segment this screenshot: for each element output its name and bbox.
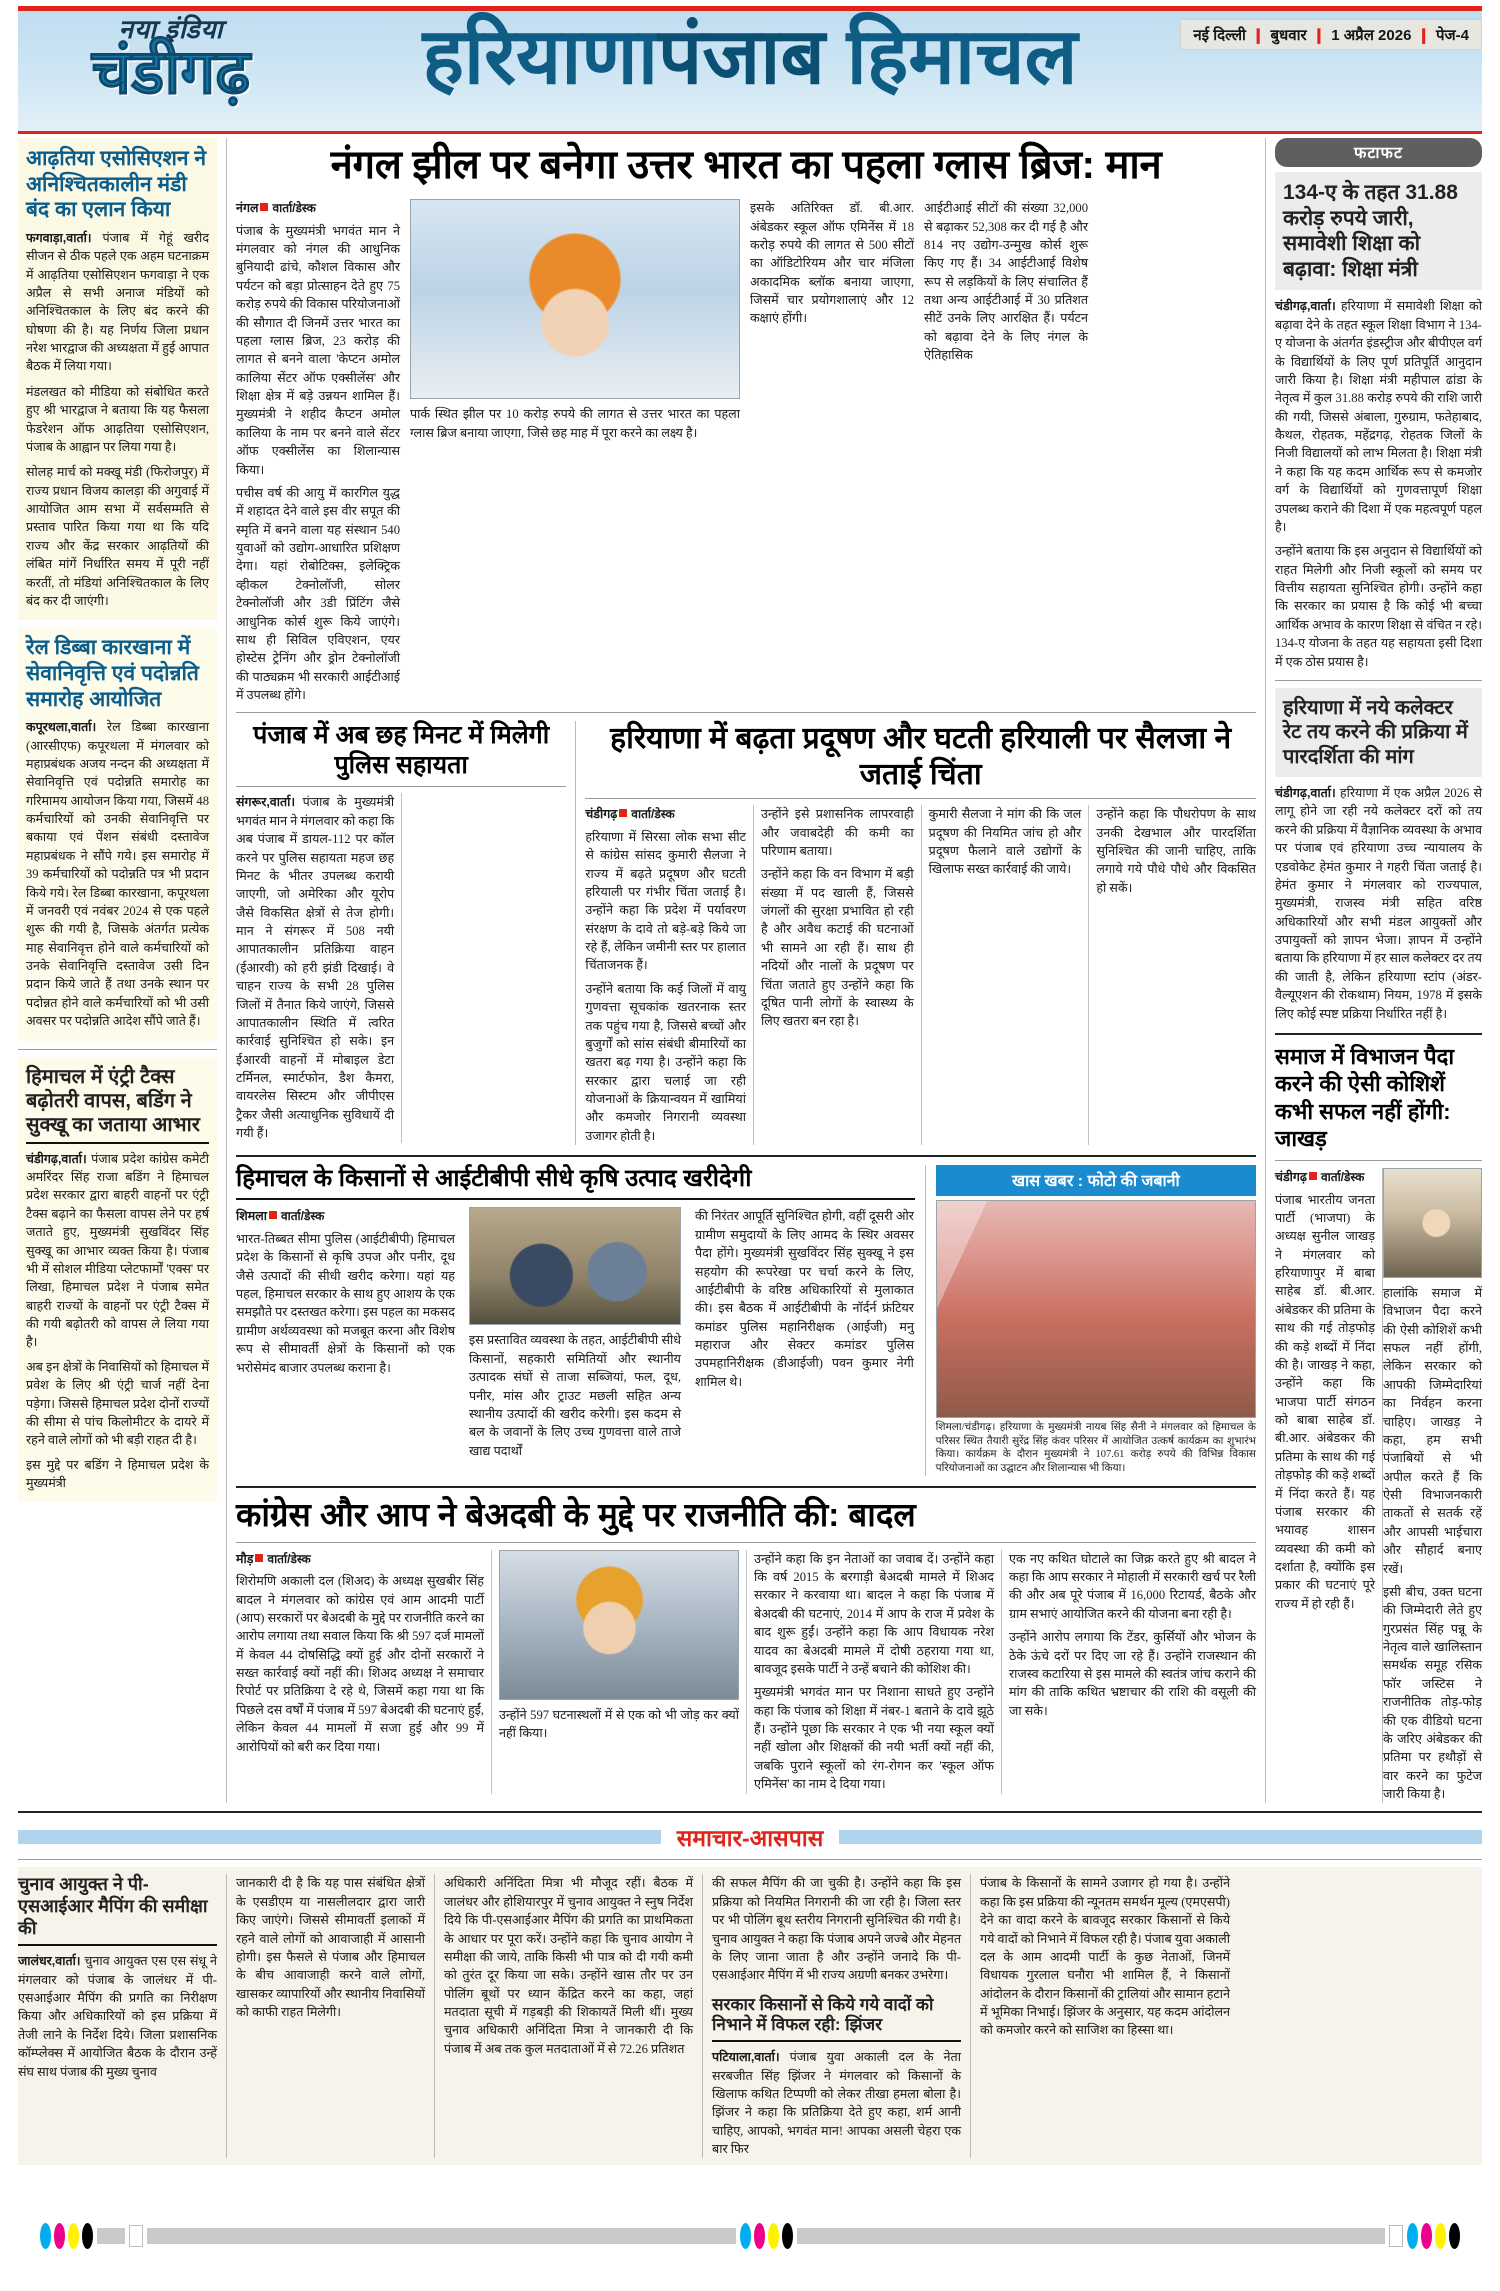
samachar-2-dateline: पटियाला,वार्ता। [712,2050,780,2065]
badal-p1: शिरोमणि अकाली दल (शिअद) के अध्यक्ष सुखबीर सिंह बादल ने मंगलवार को कांग्रेस एवं आम आदमी पार्टी (आप) सरकारों पर बेअदबी के मुद्दे पर राजनीति करने का आरोप लगाया तथा सवाल किया कि श्री 597 दर्ज मामलों में केवल 44 दोषसिद्धि क्यों हुई और दोनों सरकारों ने सख्त कार्रवाई क्यों नहीं की। शिअद अध्यक्ष ने समाचार रिपोर्ट पर प्रतिक्रिया दे रहे थे, जिसमें कहा गया था कि पिछले दस वर्षों में पंजाब में 597 बेअदबी की घटनाएं हुईं, लेकिन केवल 44 मामलों में सजा हुई और 99 में आरोपियों को बरी कर दिया गया। [236,1574,484,1754]
right-story-1 [1275,172,1482,290]
dateline-day: बुधवार [1270,27,1307,44]
sub2-source: वार्ता/डेस्क [631,807,675,822]
badal-p6: उन्होंने आरोप लगाया कि टेंडर, कुर्सियों और भोजन के ठेके ऊंचे दरों पर दिए जा रहे हैं। उन्होंने राजस्थान की राजस्व कटारिया से इस मामले की स्वतंत्र जांच कराने की मांग की ताकि कथित भ्रष्टाचार की राशि की वसूली की जा सके। [1009,1630,1256,1718]
photo-feature-block [925,1165,1256,1476]
lead-dateline: नंगल [236,201,259,216]
reg-dot-cyan-2 [740,2223,751,2249]
lead-photo-block [410,199,740,704]
reg-dot-yellow-2 [768,2223,779,2249]
left-story-3-headline: हिमाचल में एंट्री टैक्स बढ़ोतरी वापस, बडिंग ने सुक्खू का जताया आभार [26,1065,209,1144]
samachar-1-headline: चुनाव आयुक्त ने पी-एसआईआर मैपिंग की समीक्षा की [18,1874,217,1946]
right-photo-sunil-jakhar [1383,1168,1482,1278]
hp-p2: इस प्रस्तावित व्यवस्था के तहत, आईटीबीपी सीधे किसानों, सहकारी समितियों और स्थानीय उत्पादक संघों से ताजा सब्जियां, फल, दूध, पनीर, मांस और ट्राउट मछली सहित अन्य स्थानीय उत्पादों की खरीद करेगी। इस कदम से बल के जवानों के लिए उच्च गुणवत्ता वाले ताजे खाद्य पदार्थों [468,1333,681,1458]
lead-p3: पार्क स्थित झील पर 10 करोड़ रुपये की लागत से उत्तर भारत का पहला ग्लास ब्रिज बनाया जाएगा, जिसे छह माह में पूरा करने का लक्ष्य है। [410,407,740,440]
right-story-1-p1: हरियाणा में समावेशी शिक्षा को बढ़ावा देने के तहत स्कूल शिक्षा विभाग ने 134-ए योजना के अंतर्गत इंडस्ट्रीज और बीपीएल वर्ग के विद्यार्थियों के लिए पूर्ण प्रतिपूर्ति आनुदान जारी किया है। शिक्षा मंत्री महीपाल ढांडा के नेतृत्व में कुल 31.88 करोड़ रुपये की राशि जारी की गयी, जिससे अंबाला, गुरुग्राम, फतेहाबाद, कैथल, रोहतक, महेंद्रगढ़, रोहतक जिलों के निजी विद्यालयों को लाभ मिलता है। शिक्षा मंत्री ने कहा कि यह कदम आर्थिक रूप से कमजोर वर्ग के विद्यार्थियों को गुणवत्तापूर्ण शिक्षा उपलब्ध कराने की दिशा में एक महत्वपूर्ण पहल है। [1275,299,1482,534]
samachar-col-3-text: अधिकारी अनिंदिता मित्रा भी मौजूद रहीं। बैठक में जालंधर और होशियारपुर में चुनाव आयुक्त ने स्नुष निर्देश दिये कि पी-एसआईआर मैपिंग की प्रगति का प्राथमिकता के आधार पर पूरा करें। उन्होंने कहा कि चुनाव आयोग ने समीक्षा की जाये, ताकि किसी भी पात्र को दी गयी कमी को तुरंत दूर किया जा सके। उन्होंने खास तौर पर उन पोलिंग बूथों पर ध्यान केंद्रित करने का कहा, जहां मतदाता सूची में गड़बड़ी की शिकायतें मिली थीं। मुख्य चुनाव अधिकारी अनिंदिता मित्रा ने जानकारी दी कि पंजाब में अब तक कुल मतदाताओं में से 72.26 प्रतिशत [444,1876,693,2056]
photo-feature-image [936,1200,1256,1418]
hp-dateline: शिमला [236,1209,267,1224]
samachar-col-4-text: की सफल मैपिंग की जा चुकी है। उन्होंने कहा कि इस प्रक्रिया को नियमित निगरानी की जा रही है। जिला स्तर पर भी पोलिंग बूथ स्तरीय निगरानी सुनिश्चित की गयी है। चुनाव आयुक्त ने कहा कि पंजाब अपने जज्बे और मेहनत के लिए जाना जाता है और उन्होंने जनादे कि पी-एसआईआर मैपिंग में भी राज्य अग्रणी बनकर उभरेगा। [712,1876,961,1983]
right-story-2-p1: हरियाणा में एक अप्रैल 2026 से लागू होने जा रही नये कलेक्टर दरों को तय करने की प्रक्रिया में वैज्ञानिक व्यवस्था के अभाव पर पंजाब एवं हरियाणा उच्च न्यायालय के एडवोकेट हेमंत कुमार ने गहरी चिंता जताई है। हेमंत कुमार ने मंगलवार को राज्यपाल, मुख्यमंत्री, राजस्व मंत्री सहित वरिष्ठ अधिकारियों और सभी मंडल आयुक्तों और उपायुक्तों को ज्ञापन भेजा। ज्ञापन में उन्होंने बताया कि हरियाणा में हर साल कलेक्टर दर तय की जाती है, लेकिन हरियाणा स्टांप (अंडर-वैल्यूएशन की रोकथाम) नियम, 1978 में इसके लिए कोई स्पष्ट प्रक्रिया निर्धारित नहीं है। [1275,786,1482,1021]
left-story-2-body [26,718,209,1030]
samachar-1-dateline: जालंधर,वार्ता। [18,1954,81,1969]
left-story-1-p3: सोलह मार्च को मक्खू मंडी (फिरोजपुर) में राज्य प्रधान विजय कालड़ा की अगुवाई में आयोजित आम सभा में सर्वसम्मति से प्रस्ताव पारित किया गया था कि यदि राज्य और केंद्र सरकार आढ़तियों की लंबित मांगें निर्धारित समय में पूरी नहीं करतीं, तो मंडियां अनिश्चितकाल के लिए बंद कर दी जाएंगी। [26,465,209,608]
hp-itbp-story [236,1165,925,1476]
dateline-date: 1 अप्रैल 2026 [1331,27,1412,44]
sub1-headline: पंजाब में अब छह मिनट में मिलेगी पुलिस सहायता [253,721,550,779]
sub2-p5: कुमारी सैलजा ने मांग की कि जल प्रदूषण की नियमित जांच हो और प्रदूषण फैलाने वाले उद्योगों के खिलाफ सख्त कार्रवाई की जाये। [928,807,1082,877]
left-story-2-dateline: कपूरथला,वार्ता। [26,720,97,735]
lead-col-3 [750,199,914,704]
samachar-2-body: पंजाब युवा अकाली दल के नेता सरबजीत सिंह झिंजर ने मंगलवार को किसानों के खिलाफ कथित टिप्पणी को लेकर तीखा हमला बोला है। झिंजर ने कहा कि प्रतिक्रिया देते हुए कहा, शर्म आनी चाहिए, आपको, भगवंत मान! आपका असली चेहरा एक बार फिर [712,2050,961,2157]
reg-dot-magenta [54,2223,65,2249]
samachar-col-4 [702,1874,970,2158]
badal-dateline-square-icon [255,1554,263,1562]
left-story-3 [18,1057,217,1503]
samachar-title: समाचार-आसपास [676,1825,824,1852]
badal-p5: एक नए कथित घोटाले का जिक्र करते हुए श्री बादल ने कहा कि आप सरकार ने मोहाली में सरकारी खर्च पर रैली की और अब पूरे पंजाब में 16,000 रिटायर्ड, बैठके और ग्राम सभाएं आयोजित करने की योजना बना रही है। [1009,1551,1256,1621]
masthead [18,11,1482,131]
badal-source: वार्ता/डेस्क [267,1551,311,1566]
samachar-item-1 [18,1874,226,2158]
right-story-1-p2: उन्होंने बताया कि इस अनुदान से विद्यार्थियों को राहत मिलेगी और निजी स्कूलों को समय पर वित्तीय सहायता सुनिश्चित होगी। उन्होंने कहा कि सरकार का प्रयास है कि कोई भी बच्चा आर्थिक अभाव के कारण शिक्षा से वंचित न रहे। 134-ए योजना के तहत यह सहायता इसी दिशा में एक ठोस प्रयास है। [1275,544,1482,669]
left-story-1-headline: आढ़तिया एसोसिएशन ने अनिश्चितकालीन मंडी बंद का एलान किया [26,147,207,222]
reg-dots-left [40,2223,93,2249]
left-story-2-p1: रेल डिब्बा कारखाना (आरसीएफ) कपूरथला में मंगलवार को महाप्रबंधक अजय नन्दन की अध्यक्षता में सेवानिवृत्ति एवं पदोन्नति समारोह का गरिमामय आयोजन किया गया, जिसमें 48 कर्मचारियों को उनकी सेवानिवृत्ति पर बकाया एवं पेंशन संबंधी दस्तावेज महाप्रबंधक ने सौंपे गये। इस समारोह में 39 कर्मचारियों को पदोन्नति पत्र भी प्रदान किये गये। रेल डिब्बा कारखाना, कपूरथला में जनवरी एवं नवंबर 2024 से एक पहले शुरू की गयी है, जिसके अंतर्गत प्रत्येक माह सेवानिवृत्त होने वाले कर्मचारियों को उनके सेवानिवृत्ति दस्तावेज उसी दिन प्रदान किये जाते हैं तथा उनके स्थान पर पदोन्नत होने वाले कर्मचारियों को भी उसी अवसर पर पदोन्नति आदेश सौंपे जाते हैं। [26,720,209,1029]
sub2-p1: हरियाणा में सिरसा लोक सभा सीट से कांग्रेस सांसद कुमारी सैलजा ने राज्य में बढ़ते प्रदूषण और घटती हरियाली पर गंभीर चिंता जताई है। उन्होंने कहा कि प्रदेश में पर्यावरण संरक्षण के दावे तो बड़े-बड़े किये जा रहे हैं, लेकिन जमीनी स्तर पर हालात चिंताजनक हैं। [585,829,746,973]
sub2-headline: हरियाणा में बढ़ता प्रदूषण और घटती हरियाली पर सैलजा ने जताई चिंता [610,722,1232,791]
brand-small-label: नया इंडिया [118,14,224,44]
right-story-3-source: वार्ता/डेस्क [1320,1169,1365,1184]
samachar-col-3 [434,1874,702,2158]
hp-dateline-square-icon [269,1211,277,1219]
left-story-1-dateline: फगवाड़ा,वार्ता। [26,230,92,245]
right-story-3-p3: इसी बीच, उक्त घटना की जिम्मेदारी लेते हुए गुरप्रसंत सिंह पन्नू के नेतृत्व वाले खालिस्तान समर्थक समूह रसिक फॉर जस्टिस ने राजनीतिक तोड़-फोड़ की एक वीडियो घटना के जरिए अंबेडकर की प्रतिमा पर हथौड़ों से वार करने का फुटेज जारी किया है। [1382,1584,1482,1802]
lead-p5: आईटीआई सीटों की संख्या 32,000 से बढ़ाकर 52,308 कर दी गई है और 814 नए उद्योग-उन्मुख कोर्स शुरू किए गए हैं। 34 आईटीआई विशेष रूप से लड़कियों के लिए संचालित हैं तथा अन्य आईटीआई में 30 प्रतिशत सीटें उनके लिए आरक्षित हैं। पर्यटन को बढ़ावा देने के लिए नंगल के ऐतिहासिक [924,201,1088,363]
lead-p4: इसके अतिरिक्त डॉ. बी.आर. अंबेडकर स्कूल ऑफ एमिनेंस में 18 करोड़ रुपये की लागत से 500 सीटों का ऑडिटोरियम और चार मंजिला अकादमिक ब्लॉक बनाया जाएगा, जिसमें चार प्रयोगशालाएं और 12 कक्षाएं होंगी। [750,201,914,326]
samachar-col-5 [970,1874,1230,2158]
hp-p1: भारत-तिब्बत सीमा पुलिस (आईटीबीपी) हिमाचल प्रदेश के किसानों से कृषि उपज और पनीर, दूध जैसे उत्पादों की सीधी खरीद करेगा। यहां यह पहल, हिमाचल सरकार के साथ हुए आशय के एक समझौते पर दस्तखत करेगा। इस पहल का मकसद ग्रामीण अर्थव्यवस्था को मजबूत करना और विशेष रूप से सीमावर्ती क्षेत्रों के किसानों को एक भरोसेमंद बाजार उपलब्ध कराना है। [236,1231,455,1375]
left-column [18,138,226,1803]
reg-dot-black-3 [1449,2223,1460,2249]
left-story-1 [18,138,217,620]
sub2-p4: उन्होंने कहा कि वन विभाग में बड़ी संख्या में पद खाली हैं, जिससे जंगलों की सुरक्षा प्रभावित हो रही है और अवैध कटाई की घटनाओं भी सामने आ रही हैं। साथ ही नदियों और नालों के प्रदूषण पर चिंता जताते हुए उन्होंने कहा कि दूषित पानी लोगों के स्वास्थ्य के लिए खतरा बन रहा है। [761,867,914,1029]
sub2-p3: उन्होंने इसे प्रशासनिक लापरवाही और जवाबदेही की कमी का परिणाम बताया। [761,807,914,858]
reg-dot-cyan [40,2223,51,2249]
badal-story [236,1496,1256,1794]
flash-pill-label: फटाफट [1275,138,1482,167]
sub2-dateline: चंडीगढ़ [585,807,618,822]
reg-tiny-box-left [129,2225,143,2247]
sub-story-pollution [575,721,1256,1145]
lead-headline: नंगल झील पर बनेगा उत्तर भारत का पहला ग्लास ब्रिज: मान [330,143,1162,187]
right-story-2-dateline: चंडीगढ़,वार्ता। [1275,786,1336,801]
left-story-2 [18,627,217,1040]
hp-photo-itbp-officers [469,1207,681,1325]
left-story-2-headline: रेल डिब्बा कारखाना में सेवानिवृत्ति एवं पदोन्नति समारोह आयोजित [26,636,199,711]
right-story-2-body [1275,784,1482,1023]
reg-dot-yellow-3 [1435,2223,1446,2249]
dateline-square-icon [260,203,268,211]
edition-city-label: चंडीगढ़ [91,37,251,107]
dateline-sep-1: ❙ [1251,27,1265,44]
masthead-bottom-rule [18,131,1482,134]
samachar-band-right [839,1830,1482,1844]
reg-dot-yellow [68,2223,79,2249]
dateline-sep-3: ❙ [1417,27,1430,44]
sub1-p1: पंजाब के मुख्यमंत्री भगवंत मान ने मंगलवार को कहा कि अब पंजाब में डायल-112 पर कॉल करने पर पुलिस सहायता महज छह मिनट के भीतर उपलब्ध करायी जाएगी, जो अमेरिका और यूरोप जैसे विकसित क्षेत्रों से तेज होगी। मान ने संगरूर में 508 नयी आपातकालीन प्रतिक्रिया वाहन (ईआरवी) को हरी झंडी दिखाई। वे चाहन राज्य के सभी 28 पुलिस जिलों में तैनात किये जाएंगे, जिससे आपातकालीन स्थिति में त्वरित कार्रवाई सुनिश्चित हो सके। इन ईआरवी वाहनों में मोबाइल डेटा टर्मिनल, स्मार्टफोन, डैश कैमरा, वायरलेस सिस्टम और जीपीएस ट्रैकर जैसी अत्याधुनिक सुविधायें दी गयी हैं। [236,795,395,1141]
samachar-col-2-text: जानकारी दी है कि यह पास संबंधित क्षेत्रों के एसडीएम या नासलीलदार द्वारा जारी किए जाएंगे। जिससे सीमावर्ती इलाकों में रहने वाले लोगों को आवाजाही में आसानी होगी। इस फैसले से पंजाब और हिमाचल के बीच आवाजाही करने वाले लोगों, खासकर व्यापारियों और स्थानीय निवासियों को काफी राहत मिलेगी। [236,1876,425,2020]
samachar-1-body: चुनाव आयुक्त एस एस संधू ने मंगलवार को पंजाब के जालंधर में पी-एसआईआर मैपिंग की प्रगति का निरीक्षण किया और अधिकारियों को इस प्रक्रिया में तेजी लाने के निर्देश दिये। जिला प्रशासनिक कॉम्प्लेक्स में आयोजित बैठक के दौरान उन्हें संघ साथ पंजाब की मुख्य चुनाव [18,1954,217,2079]
hp-story-headline: हिमाचल के किसानों से आईटीबीपी सीधे कृषि उत्पाद खरीदेगी [236,1165,915,1200]
badal-p3: उन्होंने कहा कि इन नेताओं का जवाब दें। उन्होंने कहा कि वर्ष 2015 के बरगाड़ी बेअदबी मामले में शिअद सरकार ने करवाया था। बादल ने कहा कि पंजाब में बेअदबी की घटनाएं, 2014 में आप के राज में प्रवेश के बाद शुरू हुईं। उन्होंने कहा कि आप विधायक नरेश यादव का बेअदबी मामले में दोषी ठहराया गया था, बावजूद इसके पार्टी ने उन्हें बचाने की कोशिश की। [754,1551,994,1676]
left-story-3-p3: इस मुद्दे पर बडिंग ने हिमाचल प्रदेश के मुख्यमंत्री [26,1457,209,1491]
left-story-1-p2: मंडलखत को मीडिया को संबोधित करते हुए श्री भारद्वाज ने बताया कि यह फैसला फेडरेशन ऑफ आढ़तिया एसोसिएशन, पंजाब के आह्वान पर लिया गया है। [26,384,209,454]
masthead-title-part1: हरियाणा [422,12,659,100]
badal-dateline: मौड़ [236,1551,254,1566]
right-story-3-p2: हालांकि समाज में विभाजन पैदा करने की ऐसी कोशिशें कभी सफल नहीं होंगी, लेकिन सरकार को आपकी जिम्मेदारियां का निर्वहन करना चाहिए। जाखड़ ने कहा, हम सभी पंजाबियों से भी अपील करते हैं कि ऐसी विभाजनकारी ताकतों से सतर्क रहें और आपसी भाईचारा और सौहार्द बनाए रखें। [1382,1285,1482,1576]
masthead-brand [26,14,316,107]
right-story-2 [1275,688,1482,777]
main-content-grid [18,138,1482,1803]
lead-p2: पचीस वर्ष की आयु में कारगिल युद्ध में शहादत देने वाले इस वीर सपूत की स्मृति में बनने वाला यह संस्थान 540 युवाओं को उद्योग-आधारित प्रशिक्षण देगा। यहां रोबोटिक्स, इलेक्ट्रिक व्हीकल टेक्नोलॉजी, सोलर टेक्नोलॉजी और 3डी प्रिंटिंग जैसे आधुनिक कोर्स शुरू किये जाएंगे। साथ ही सिविल एविएशन, एयर होस्टेस ट्रेनिंग और ड्रोन टेक्नोलॉजी की पाठ्यक्रम भी सरकारी आईटीआई में उपलब्ध होंगे। [236,485,400,703]
right-story-3-dateline: चंडीगढ़ [1275,1169,1307,1184]
right-story-3-square-icon [1309,1172,1317,1180]
sub2-p6: उन्होंने कहा कि पौधरोपण के साथ उनकी देखभाल और पारदर्शिता सुनिश्चित की जानी चाहिए, ताकि लगाये गये पौधे पौधे और विकसित हो सकें। [1096,807,1256,895]
reg-grey-block [97,2228,125,2244]
photo-feature-caption: शिमला/चंडीगढ़। हरियाणा के मुख्यमंत्री नायब सिंह सैनी ने मंगलवार को हिमाचल के परिसर स्थित तैयारी सुरेंद्र सिंह कंवर परिसर में आयोजित उत्कर्ष कार्यक्रम का शुभारंभ किया। कार्यक्रम के दौरान मुख्यमंत्री ने 107.61 करोड़ रुपये की विभिन्न विकास परियोजनाओं का उद्घाटन और शिलान्यास भी किया। [935,1422,1256,1475]
reg-tiny-box-right [1389,2225,1403,2247]
reg-strip-2 [797,2228,1386,2244]
lead-p1: पंजाब के मुख्यमंत्री भगवंत मान ने मंगलवार को नंगल की आधुनिक बुनियादी ढांचे, कौशल विकास और पर्यटन को बड़ा प्रोत्साहन देते हुए 75 करोड़ रुपये की विकास परियोजनाओं की सौगात दी जिनमें उत्तर भारत का पहला ग्लास ब्रिज, 23 करोड़ की लागत से बनने वाला 'केप्टन अमोल कालिया सेंटर ऑफ एक्सीलेंस' और शिक्षा क्षेत्र में बड़े उन्नयन शामिल हैं। मुख्यमंत्री ने शहीद कैप्टन अमोल कालिया के नाम पर बनने वाले सेंटर ऑफ एक्सीलेंस का शिलान्यास किया। [236,223,400,477]
hp-p3: की निरंतर आपूर्ति सुनिश्चित होगी, वहीं दूसरी ओर ग्रामीण समुदायों के लिए आमद के स्थिर अवसर पैदा होंगे। मुख्यमंत्री सुखविंदर सिंह सुक्खू ने इस सहयोग की रूपरेखा पर चर्चा करने के लिए, आईटीबीपी के वरिष्ठ अधिकारियों से मुलाकात की। इस बैठक में आईटीबीपी के नॉर्दर्न फ्रंटियर कमांडर पुलिस महानिरीक्षक (आईजी) मनु महाराज और सेक्टर कमांडर पुलिस उपमहानिरीक्षक (डीआईजी) पवन कुमार नेगी शामिल थे। [694,1209,914,1389]
right-story-1-headline: 134-ए के तहत 31.88 करोड़ रुपये जारी, समावेशी शिक्षा को बढ़ावा: शिक्षा मंत्री [1283,181,1458,281]
samachar-2-headline: सरकार किसानों से किये गये वादों को निभाने में विफल रही: झिंजर [712,1995,961,2042]
right-column [1266,138,1482,1803]
dateline-page: पेज-4 [1436,27,1469,44]
right-story-2-headline: हरियाणा में नये कलेक्टर रेट तय करने की प्रक्रिया में पारदर्शिता की मांग [1283,696,1468,768]
sub1-p1-cont [409,793,566,811]
photo-feature-band: खास खबर : फोटो की जबानी [936,1165,1256,1196]
sub2-p2: उन्होंने बताया कि कई जिलों में वायु गुणवत्ता सूचकांक खतरनाक स्तर तक पहुंच गया है, जिससे बच्चों और बुजुर्गों को सांस संबंधी बीमारियों का खतरा बढ़ गया है। उन्होंने कहा कि सरकार द्वारा चलाई जा रही योजनाओं के क्रियान्वयन में खामियां और कमजोर निगरानी व्यवस्था उजागर होती है। [585,981,746,1143]
lead-col-4 [924,199,1088,704]
reg-dot-black [82,2223,93,2249]
badal-p2: उन्होंने 597 घटनास्थलों में से एक को भी जोड़ कर क्यों नहीं किया। [499,1707,739,1740]
newspaper-page [0,6,1500,2291]
hp-source: वार्ता/डेस्क [280,1209,325,1224]
badal-photo-sukhbir-badal [499,1550,739,1700]
masthead-dateline [1180,19,1482,50]
reg-dot-magenta-2 [754,2223,765,2249]
masthead-title-part2: पंजाब [658,12,825,100]
left-story-3-p2: अब इन क्षेत्रों के निवासियों को हिमाचल में प्रवेश के लिए श्री एंट्री चार्ज नहीं देना पड़ेगा। जिससे हिमाचल प्रदेश दोनों राज्यों की सीमा से पांच किलोमीटर के दायरे में रहने वाले लोगों को भी बड़ी राहत दी है। [26,1359,209,1448]
lead-source: वार्ता/डेस्क [272,201,316,216]
masthead-title-block [318,13,1182,100]
left-story-1-body [26,229,209,376]
reg-dot-cyan-3 [1407,2223,1418,2249]
left-story-3-dateline: चंडीगढ़,वार्ता। [26,1151,87,1166]
samachar-col-5-text: पंजाब के किसानों के सामने उजागर हो गया है। उन्होंने कहा कि इस प्रक्रिया की न्यूनतम समर्थन मूल्य (एमएसपी) देने का वादा करने के बावजूद सरकार किसानों से किये गये वादों को निभाने में विफल रही है। पंजाब युवा अकाली दल के आम आदमी पार्टी के कुछ नेताओं, जिनमें विधायक गुरलाल घनौरा भी शामिल हैं, ने किसानों आंदोलन के दौरान किसानों की ट्रालियां और सामान हटाने में भूमिका निभाई। झिंजर के अनुसार, यह कदम आंदोलन को कमजोर करने को साजिश का हिस्सा था। [980,1876,1230,2038]
samachar-band [18,1821,1482,1853]
samachar-band-left [18,1830,661,1844]
left-story-3-body [26,1150,209,1352]
samachar-grid [18,1867,1482,2165]
lead-col-1 [236,199,400,704]
right-story-3-p1: पंजाब भारतीय जनता पार्टी (भाजपा) के अध्यक्ष सुनील जाखड़ ने मंगलवार को हरियाणापुर में बाबा साहेब डॉ. बी.आर. अंबेडकर की प्रतिमा के साथ की गई तोड़फोड़ की कड़े शब्दों में निंदा की है। जाखड़ ने कहा, उन्होंने कहा कि भाजपा पार्टी संगठन को बाबा साहेब डॉ. बी.आर. अंबेडकर की प्रतिमा के साथ की गई तोड़फोड़ की कड़े शब्दों में निंदा करते हैं। यह पंजाब सरकार की भयावह शासन व्यवस्था की कमी को दर्शाता है, क्योंकि इस प्रकार की घटनाएं पूरे राज्य में हो रही हैं। [1275,1192,1375,1611]
badal-headline: कांग्रेस और आप ने बेअदबी के मुद्दे पर राजनीति की: बादल [236,1495,916,1533]
reg-dots-center [740,2223,793,2249]
left-story-3-p1: पंजाब प्रदेश कांग्रेस कमेटी अमरिंदर सिंह राजा बडिंग ने हिमाचल प्रदेश सरकार द्वारा बाहरी वाहनों पर एंट्री टैक्स बढ़ाने का फैसला वापस लेने पर हर्ष जताते हुए, मुख्यमंत्री सुखविंदर सिंह सुक्खू का आभार व्यक्त किया है। पंजाब भी में सोशल मीडिया प्लेटफार्मों 'एक्स' पर लिखा, हिमाचल प्रदेश ने पंजाब समेत बाहरी राज्यों के वाहनों पर एंट्री टैक्स में की गयी बढ़ोतरी को वापस ले लिया गया है। [26,1151,209,1350]
right-story-1-dateline: चंडीगढ़,वार्ता। [1275,299,1336,314]
masthead-title [318,13,1182,100]
print-registration-bar [0,2223,1500,2257]
left-story-1-p1: पंजाब में गेहूं खरीद सीजन से ठीक पहले एक अहम घटनाक्रम में आढ़तिया एसोसिएशन फगवाड़ा ने एक अप्रैल से सभी अनाज मंडियों को अनिश्चितकाल के लिए बंद करने की घोषणा की है। यह निर्णय जिला प्रधान नरेश भारद्वाज की अध्यक्षता में हुई आपात बैठक में लिया गया। [26,230,210,374]
reg-dot-magenta-3 [1421,2223,1432,2249]
badal-p4: मुख्यमंत्री भगवंत मान पर निशाना साधते हुए उन्होंने कहा कि पंजाब को शिक्षा में नंबर-1 बताने के दावे झूठे हैं। उन्होंने पूछा कि सरकार ने एक भी नया स्कूल क्यों नहीं खोला और शिक्षकों की नयी भर्ती क्यों नहीं की, जबकि पुराने स्कूलों को रंग-रोगन कर 'स्कूल ऑफ एमिनेंस' का नाम दे दिया गया। [754,1685,994,1792]
reg-dot-black-2 [782,2223,793,2249]
reg-strip-1 [147,2228,736,2244]
center-column [226,138,1266,1803]
sub1-dateline: संगरूर,वार्ता। [236,795,296,810]
sub-story-police [236,721,575,1145]
masthead-title-part3: हिमाचल [846,12,1078,100]
reg-dots-right [1407,2223,1460,2249]
dateline-sep-2: ❙ [1312,27,1326,44]
samachar-col-2 [226,1874,434,2158]
dateline-place: नई दिल्ली [1193,27,1246,44]
lead-story-body [236,199,1256,704]
right-story-3-headline: समाज में विभाजन पैदा करने की ऐसी कोशिशें कभी सफल नहीं होंगी: जाखड़ [1275,1043,1455,1152]
sub2-dateline-square-icon [619,809,627,817]
right-story-1-body [1275,297,1482,536]
lead-photo-bhagwant-mann [410,199,740,399]
